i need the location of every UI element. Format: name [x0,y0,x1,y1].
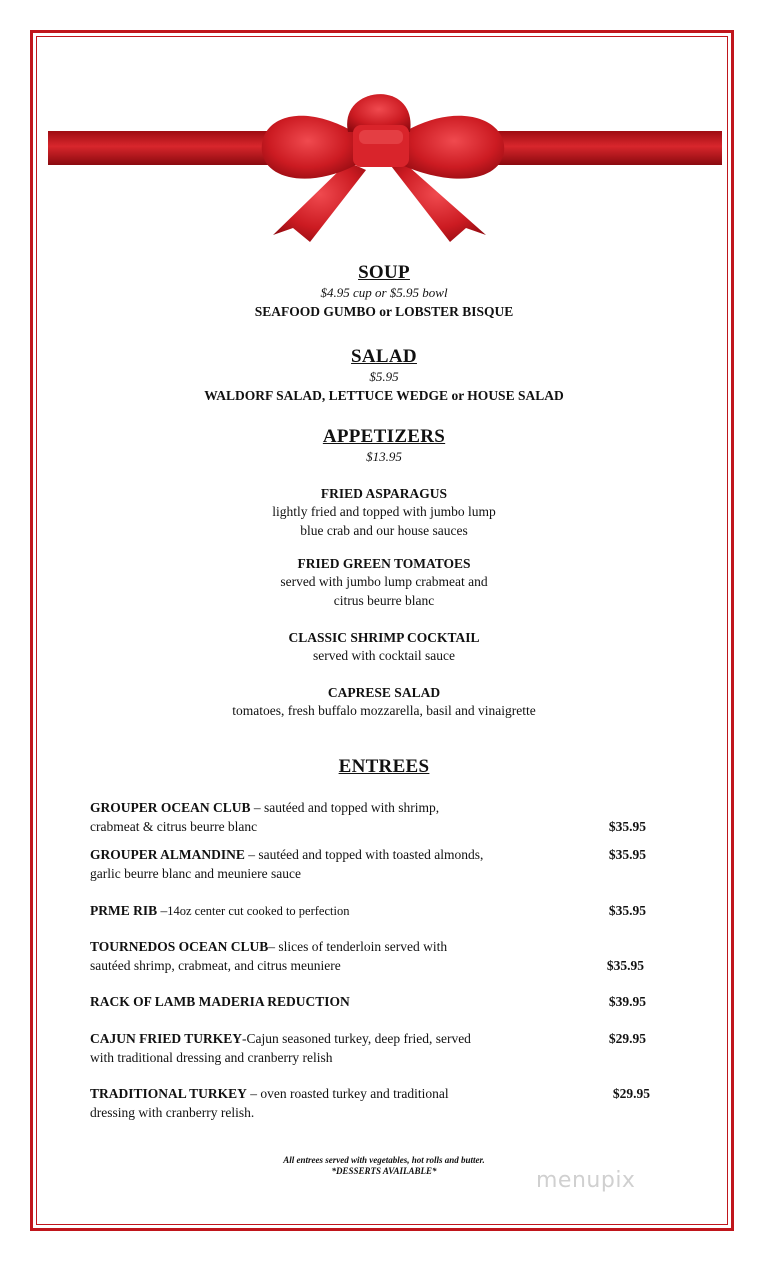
appetizer-desc: served with jumbo lump crabmeat and [280,574,488,589]
entree-name: PRME RIB [90,903,158,918]
entree-price: $39.95 [608,994,646,1009]
appetizers-price: $13.95 [366,449,402,464]
appetizer-name: CAPRESE SALAD [327,685,441,700]
entree-desc: with traditional dressing and cranberry relish [90,1050,333,1065]
entree-name: TOURNEDOS OCEAN CLUB [90,939,269,954]
entree-desc: sautéed and topped with toasted almonds, [258,847,484,862]
entree-separator: – [268,939,279,954]
appetizer-desc: tomatoes, fresh buffalo mozzarella, basil and vinaigrette [232,703,536,718]
appetizer-desc: served with cocktail sauce [312,648,456,663]
salad-price: $5.95 [369,369,399,384]
bow-icon [48,70,722,245]
entrees-heading: ENTREES [338,756,430,777]
entree-item [90,798,660,836]
entree-price: $35.95 [608,903,646,918]
entree-separator: – [246,1086,261,1101]
entree-item [90,901,660,921]
entree-price: $35.95 [608,847,646,862]
entree-desc: 14oz center cut cooked to perfection [167,904,350,918]
watermark-logo: menupix [536,1168,636,1193]
entree-name: CAJUN FRIED TURKEY [90,1031,243,1046]
entree-item [90,992,660,1011]
entree-name: GROUPER ALMANDINE [90,847,245,862]
entree-desc: sautéed and topped with shrimp, [264,800,440,815]
entree-desc: Cajun seasoned turkey, deep fried, served [246,1031,471,1046]
soup-section [40,262,728,320]
entree-price: $35.95 [606,958,644,973]
soup-price: $4.95 cup or $5.95 bowl [320,285,448,300]
entree-desc: garlic beurre blanc and meuniere sauce [90,866,302,881]
soup-items: SEAFOOD GUMBO or LOBSTER BISQUE [254,304,514,319]
appetizers-section [40,426,728,465]
entree-price: $29.95 [612,1086,650,1101]
entree-item [90,1084,660,1122]
footer-desserts: *DESSERTS AVAILABLE* [331,1166,437,1176]
entree-item [90,1029,660,1067]
appetizer-item [40,556,728,610]
entree-separator: – [157,903,168,918]
entree-name: TRADITIONAL TURKEY [90,1086,247,1101]
appetizer-name: FRIED GREEN TOMATOES [297,556,471,571]
entree-separator: - [242,1031,247,1046]
appetizer-desc: lightly fried and topped with jumbo lump [272,504,496,519]
entree-name: RACK OF LAMB MADERIA REDUCTION [90,994,350,1009]
entree-separator: – [244,847,259,862]
entrees-section [40,756,728,778]
soup-heading: SOUP [358,262,410,283]
appetizer-item [40,685,728,720]
appetizers-heading: APPETIZERS [322,426,446,447]
entree-desc: slices of tenderloin served with [278,939,448,954]
entree-desc: crabmeat & citrus beurre blanc [90,819,258,834]
entree-price: $29.95 [608,1031,646,1046]
salad-section [40,346,728,404]
entree-separator: – [250,800,265,815]
footer-note: All entrees served with vegetables, hot rolls and butter. [283,1155,485,1165]
appetizer-name: CLASSIC SHRIMP COCKTAIL [288,630,480,645]
entree-price: $35.95 [608,819,646,834]
appetizer-desc: citrus beurre blanc [333,593,435,608]
entree-item [90,937,660,975]
entree-desc: oven roasted turkey and traditional [260,1086,449,1101]
ribbon-bow-decoration [48,70,722,245]
appetizer-item [40,486,728,540]
entree-desc: dressing with cranberry relish. [90,1105,255,1120]
appetizer-desc: blue crab and our house sauces [300,523,468,538]
salad-items: WALDORF SALAD, LETTUCE WEDGE or HOUSE SALAD [204,388,564,403]
entree-item [90,845,660,883]
appetizer-name: FRIED ASPARAGUS [320,486,448,501]
entree-desc: sautéed shrimp, crabmeat, and citrus meuniere [90,958,341,973]
appetizer-item [40,630,728,665]
entree-name: GROUPER OCEAN CLUB [90,800,251,815]
salad-heading: SALAD [351,346,417,367]
